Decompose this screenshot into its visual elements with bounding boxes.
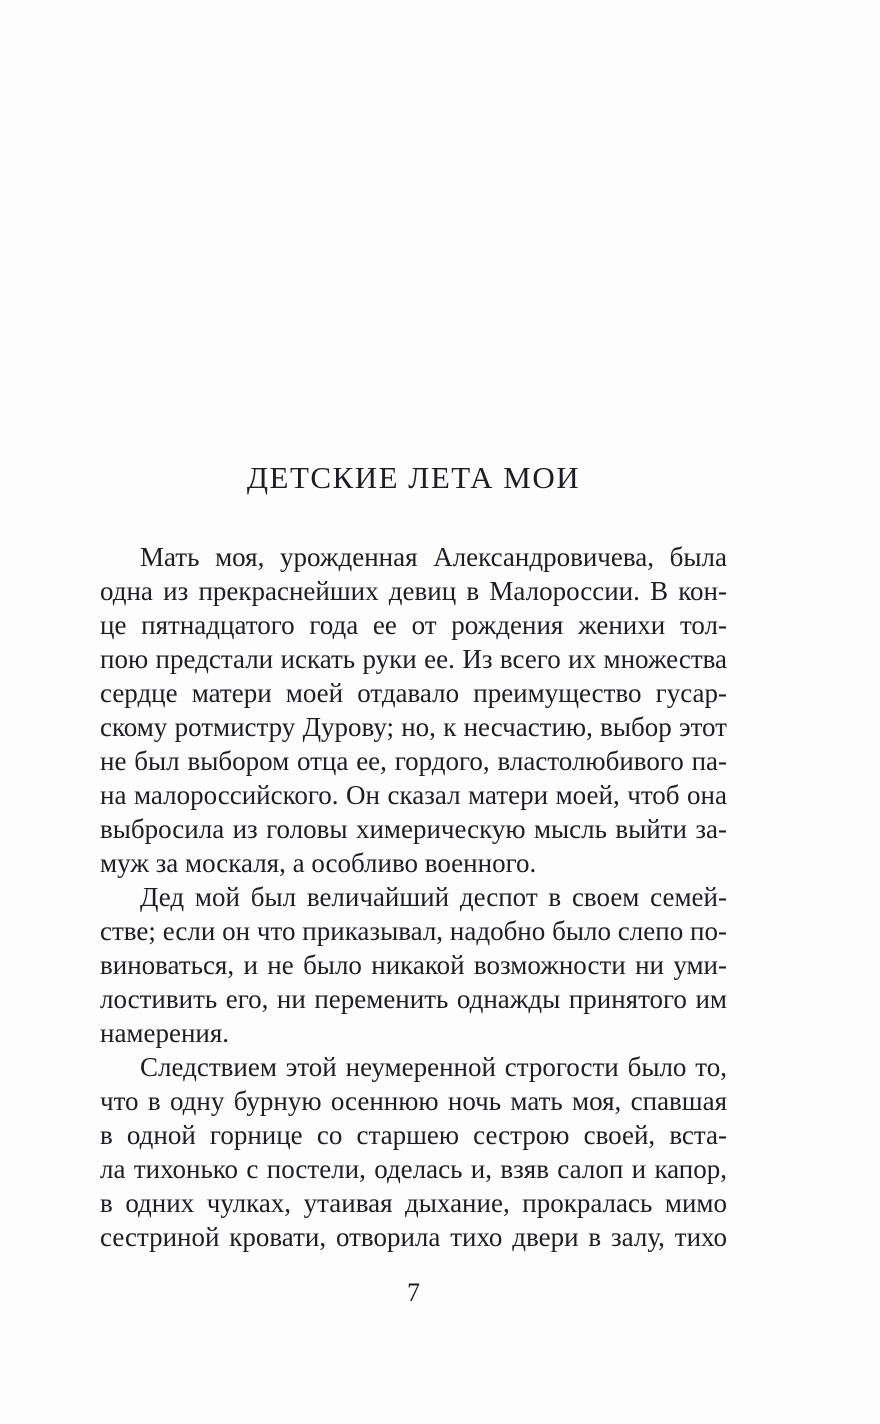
text-line: выбросила из головы химерическую мысль выйти за- [100,814,727,844]
paragraph [100,880,727,1050]
text-line: сердце матери моей отдавало преимущество гусар- [100,678,727,708]
text-line: намерения. [100,1018,230,1048]
text-line: в одних чулках, утаивая дыхание, прокралась мимо [100,1188,727,1218]
text-line: Мать моя, урожденная Александровичева, была [140,542,727,572]
text-line: на малороссийского. Он сказал матери моей, чтоб она [100,780,727,810]
paragraph [100,1050,727,1254]
text-line: ла тихонько с постели, оделась и, взяв салоп и капор, [100,1154,727,1184]
text-line: виноваться, и не было никакой возможности ни уми- [100,950,727,980]
text-line: что в одну бурную осеннюю ночь мать моя, спавшая [100,1086,727,1116]
text-block [100,540,727,1254]
page-number: 7 [407,1278,420,1307]
chapter-title: ДЕТСКИЕ ЛЕТА МОИ [246,460,581,495]
text-line: Следствием этой неумеренной строгости было то, [140,1052,727,1082]
text-line: одна из прекраснейших девиц в Малороссии. В кон- [100,576,727,606]
text-line: скому ротмистру Дурову; но, к несчастию, выбор этот [100,712,727,742]
paragraph [100,540,727,880]
text-line: пою предстали искать руки ее. Из всего их множества [100,644,727,674]
text-line: муж за москаля, а особливо военного. [100,848,537,878]
text-line: стве; если он что приказывал, надобно было слепо по- [100,916,727,946]
text-line: Дед мой был величайший деспот в своем семей- [140,882,727,912]
text-line: не был выбором отца ее, гордого, властолюбивого па- [100,746,727,776]
text-line: лостивить его, ни переменить однажды принятого им [100,984,727,1014]
text-line: в одной горнице со старшею сестрою своей, вста- [100,1120,727,1150]
text-line: це пятнадцатого года ее от рождения женихи тол- [100,610,727,640]
text-line: сестриной кровати, отворила тихо двери в залу, тихо [100,1222,727,1252]
